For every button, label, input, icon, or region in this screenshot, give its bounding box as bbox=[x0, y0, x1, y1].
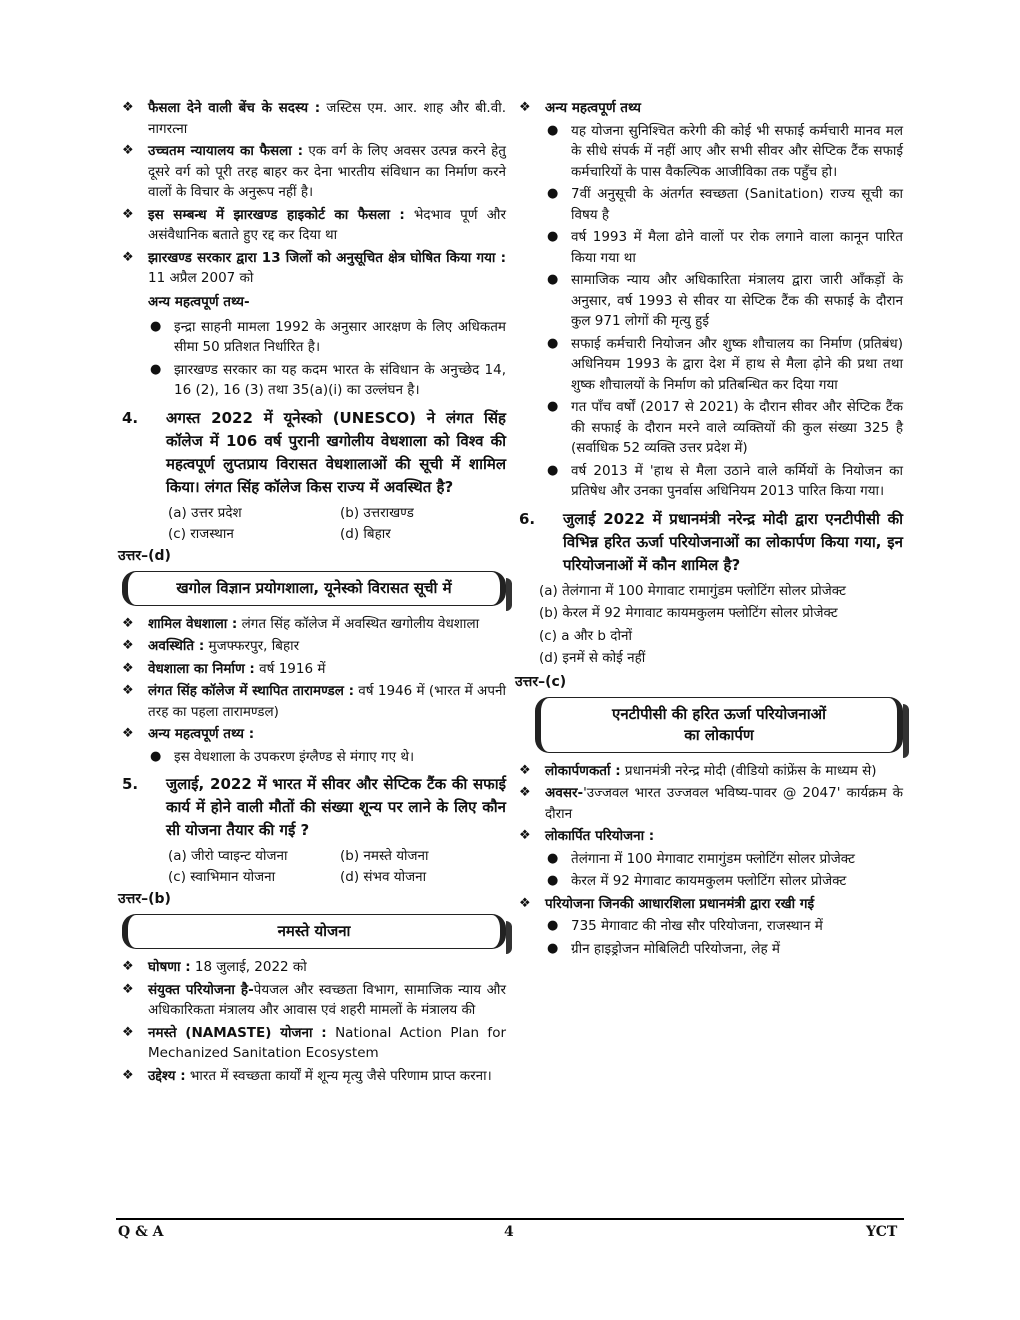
bullet-item: ● सफाई कर्मचारी नियोजन और शुष्क शौचालय का निर्माण (प्रतिबंध) अधिनियम 1993 के द्वारा देश में हाथ से मैला ढ़ोने की प्रथा तथा शुष्क शौचालयों के निर्माण को प्रतिबन्धित कर दिया गया bbox=[547, 335, 903, 393]
option-b: (b) केरल में 92 मेगावाट कायमकुलम फ्लोटिंग सोलर प्रोजेक्ट bbox=[539, 605, 838, 621]
diamond-item: ❖ घोषणा : 18 जुलाई, 2022 को bbox=[118, 957, 506, 978]
diamond-bullet-icon: ❖ bbox=[519, 100, 531, 115]
bullet-item: ● वर्ष 1993 में मैला ढोने वालों पर रोक लगाने वाला कानून पारित किया गया था bbox=[547, 229, 903, 266]
question-5-options bbox=[118, 846, 506, 888]
sub-heading: अन्य महत्वपूर्ण तथ्य- bbox=[148, 293, 250, 310]
bullet-icon: ● bbox=[547, 462, 559, 478]
question-4-options bbox=[118, 503, 506, 545]
question-5: 5. जुलाई, 2022 में भारत में सीवर और सेप्टिक टैंक की सफाई कार्य में होने वाली मौतों की संख्या शून्य पर लाने के लिए कौन सी योजना तैयार की गई ? bbox=[122, 775, 506, 839]
option-a: (a) जीरो प्वाइन्ट योजना bbox=[168, 848, 288, 864]
bullet-icon: ● bbox=[547, 940, 559, 956]
page-number: 4 bbox=[504, 1224, 514, 1240]
bullet-item: ● ग्रीन हाइड्रोजन मोबिलिटी परियोजना, लेह में bbox=[515, 939, 903, 960]
diamond-bullet-icon: ❖ bbox=[519, 762, 531, 778]
option-c: (c) स्वाभिमान योजना bbox=[168, 869, 276, 885]
option-c: (c) a और b दोनों bbox=[539, 627, 632, 644]
diamond-item: ❖ झारखण्ड सरकार द्वारा 13 जिलों को अनुसूचित क्षेत्र घोषित किया गया : 11 अप्रैल 2007 को bbox=[122, 249, 506, 286]
diamond-bullet-icon: ❖ bbox=[122, 981, 134, 997]
section-heading-box: एनटीपीसी की हरित ऊर्जा परियोजनाओं का लोकार्पण bbox=[535, 697, 903, 753]
diamond-bullet-icon: ❖ bbox=[519, 828, 531, 843]
diamond-bullet-icon: ❖ bbox=[519, 895, 531, 911]
footer-left: Q & A bbox=[118, 1224, 164, 1240]
bullet-icon: ● bbox=[547, 399, 559, 414]
bullet-item: ● 735 मेगावाट की नोख सौर परियोजना, राजस्थान में bbox=[515, 916, 903, 937]
bullet-icon: ● bbox=[547, 229, 559, 244]
bullet-icon: ● bbox=[547, 850, 559, 866]
diamond-item: ❖ अन्य महत्वपूर्ण तथ्य bbox=[515, 98, 903, 119]
diamond-bullet-icon: ❖ bbox=[122, 959, 134, 974]
left-column bbox=[118, 98, 506, 1088]
diamond-bullet-icon: ❖ bbox=[122, 615, 134, 631]
bullet-item: ● सामाजिक न्याय और अधिकारिता मंत्रालय द्वारा जारी आँकड़ों के अनुसार, वर्ष 1993 से सीवर या सेप्टिक टैंक की सफाई के दौरान कुल 971 लोगों की मृत्यु हुई bbox=[547, 272, 903, 329]
section-heading-box: खगोल विज्ञान प्रयोगशाला, यूनेस्को विरासत सूची में bbox=[122, 571, 506, 606]
answer-4: उत्तर–(d) bbox=[118, 547, 171, 564]
diamond-bullet-icon: ❖ bbox=[122, 143, 134, 158]
diamond-item: ❖ शामिल वेधशाला : लंगत सिंह कॉलेज में अवस्थित खगोलीय वेधशाला bbox=[118, 614, 506, 635]
option-a: (a) उत्तर प्रदेश bbox=[168, 504, 242, 521]
bullet-icon: ● bbox=[150, 318, 162, 334]
option-d: (d) इनमें से कोई नहीं bbox=[539, 650, 646, 666]
bullet-icon: ● bbox=[547, 272, 559, 287]
footer-right: YCT bbox=[866, 1224, 898, 1240]
diamond-bullet-icon: ❖ bbox=[122, 206, 134, 222]
bullet-item: ● झारखण्ड सरकार का यह कदम भारत के संविधान के अनुच्छेद 14, 16 (2), 16 (3) तथा 35(a)(i) का उल्लंघन है। bbox=[150, 361, 506, 398]
bullet-item: ● यह योजना सुनिश्चित करेगी की कोई भी सफाई कर्मचारी मानव मल के सीधे संपर्क में नहीं आए और सभी सीवर और सेप्टिक टैंक सफाई कर्मचारियों के पास वैकल्पिक आजीविका तक पहुँच हो। bbox=[547, 122, 903, 180]
diamond-item: ❖ अन्य महत्वपूर्ण तथ्य : bbox=[118, 724, 506, 745]
option-d: (d) संभव योजना bbox=[340, 869, 427, 885]
diamond-bullet-icon: ❖ bbox=[122, 660, 134, 676]
diamond-item: ❖ लंगत सिंह कॉलेज में स्थापित तारामण्डल : वर्ष 1946 में (भारत में अपनी तरह का पहला तारामण्डल) bbox=[122, 683, 506, 720]
section-heading-box: नमस्ते योजना bbox=[122, 914, 506, 949]
diamond-item: ❖ संयुक्त परियोजना है-पेयजल और स्वच्छता विभाग, सामाजिक न्याय और अधिकारिकता मंत्रालय और आवास एवं शहरी मामलों के मंत्रालय की bbox=[122, 981, 506, 1018]
bullet-icon: ● bbox=[150, 361, 162, 377]
diamond-bullet-icon: ❖ bbox=[122, 1067, 134, 1083]
footer-rule bbox=[116, 1218, 904, 1220]
diamond-item: ❖ अवसर-'उज्जवल भारत उज्जवल भविष्य-पावर @ 2047' कार्यक्रम के दौरान bbox=[519, 785, 903, 822]
bullet-item: ● गत पाँच वर्षों (2017 से 2021) के दौरान सीवर और सेप्टिक टैंक की सफाई के दौरान मरने वाले व्यक्तियों की कुल संख्या 325 है (सर्वाधिक 52 व्यक्ति उत्तर प्रदेश में) bbox=[547, 399, 903, 456]
diamond-bullet-icon: ❖ bbox=[122, 1024, 134, 1040]
diamond-item: ❖ परियोजना जिनकी आधारशिला प्रधानमंत्री द्वारा रखी गई bbox=[515, 894, 903, 915]
diamond-item: ❖ नमस्ते (NAMASTE) योजना : National Action Plan for Mechanized Sanitation Ecosystem bbox=[122, 1024, 506, 1061]
diamond-item: ❖ उद्देश्य : भारत में स्वच्छता कार्यों में शून्य मृत्यु जैसे परिणाम प्राप्त करना। bbox=[118, 1066, 506, 1087]
bullet-item: ● तेलंगाना में 100 मेगावाट रामागुंडम फ्लोटिंग सोलर प्रोजेक्ट bbox=[515, 849, 903, 870]
diamond-bullet-icon: ❖ bbox=[122, 638, 134, 653]
bullet-item: ● 7वीं अनुसूची के अंतर्गत स्वच्छता (Sanitation) राज्य सूची का विषय है bbox=[547, 186, 903, 223]
option-b: (b) नमस्ते योजना bbox=[340, 848, 429, 864]
option-d: (d) बिहार bbox=[340, 525, 391, 542]
bullet-icon: ● bbox=[547, 918, 559, 933]
bullet-item: ● इस वेधशाला के उपकरण इंग्लैण्ड से मंगाए गए थे। bbox=[118, 747, 506, 768]
bullet-icon: ● bbox=[547, 873, 559, 888]
option-a: (a) तेलंगाना में 100 मेगावाट रामागुंडम फ्लोटिंग सोलर प्रोजेक्ट bbox=[539, 582, 846, 599]
answer-6: उत्तर–(c) bbox=[515, 673, 567, 690]
diamond-item: ❖ वेधशाला का निर्माण : वर्ष 1916 में bbox=[118, 659, 506, 680]
diamond-item: ❖ लोकार्पित परियोजना : bbox=[515, 826, 903, 847]
diamond-item: ❖ लोकार्पणकर्ता : प्रधानमंत्री नरेन्द्र मोदी (वीडियो कांफ्रेंस के माध्यम से) bbox=[515, 761, 903, 782]
bullet-icon: ● bbox=[150, 748, 162, 764]
bullet-item: ● इन्द्रा साहनी मामला 1992 के अनुसार आरक्षण के लिए अधिकतम सीमा 50 प्रतिशत निर्धारित है। bbox=[150, 318, 506, 355]
right-column bbox=[515, 98, 903, 961]
diamond-item: ❖ अवस्थिति : मुजफ्फरपुर, बिहार bbox=[118, 636, 506, 657]
bullet-icon: ● bbox=[547, 186, 559, 201]
diamond-bullet-icon: ❖ bbox=[122, 249, 134, 265]
diamond-item: ❖ उच्चतम न्यायालय का फैसला : एक वर्ग के लिए अवसर उत्पन्न करने हेतु दूसरे वर्ग को पूरी तरह बाहर कर देना भारतीय संविधान का निर्माण करने वालों के विचार के अनुरूप नहीं है। bbox=[122, 143, 507, 200]
bullet-icon: ● bbox=[547, 335, 559, 351]
diamond-item: ❖ फैसला देने वाली बेंच के सदस्य : जस्टिस एम. आर. शाह और बी.वी. नागरत्ना bbox=[122, 100, 506, 137]
diamond-bullet-icon: ❖ bbox=[122, 683, 134, 698]
option-b: (b) उत्तराखण्ड bbox=[340, 504, 414, 521]
question-4: 4. अगस्त 2022 में यूनेस्को (UNESCO) ने लंगत सिंह कॉलेज में 106 वर्ष पुरानी खगोलीय वेधशाला को विश्व की महत्वपूर्ण लुप्तप्राय विरासत वेधशालाओं की सूची में शामिल किया। लंगत सिंह कॉलेज किस राज्य में अवस्थित है? bbox=[122, 408, 506, 496]
diamond-bullet-icon: ❖ bbox=[519, 785, 531, 800]
question-6: 6. जुलाई 2022 में प्रधानमंत्री नरेन्द्र मोदी द्वारा एनटीपीसी की विभिन्न हरित ऊर्जा परियोजनाओं का लोकार्पण किया गया, इन परियोजनाओं में कौन शामिल है? bbox=[519, 509, 903, 574]
diamond-bullet-icon: ❖ bbox=[122, 100, 134, 115]
answer-5: उत्तर–(b) bbox=[118, 891, 171, 907]
bullet-item: ● केरल में 92 मेगावाट कायमकुलम फ्लोटिंग सोलर प्रोजेक्ट bbox=[515, 871, 903, 892]
diamond-bullet-icon: ❖ bbox=[122, 726, 134, 741]
diamond-item: ❖ इस सम्बन्ध में झारखण्ड हाइकोर्ट का फैसला : भेदभाव पूर्ण और असंवैधानिक बताते हुए रद्द कर दिया था bbox=[122, 206, 506, 243]
option-c: (c) राजस्थान bbox=[168, 525, 234, 542]
bullet-item: ● वर्ष 2013 में 'हाथ से मैला उठाने वाले कर्मियों के नियोजन का प्रतिषेध और उनका पुनर्वास अधिनियम 2013 पारित किया गया। bbox=[547, 462, 903, 499]
bullet-icon: ● bbox=[547, 122, 559, 138]
